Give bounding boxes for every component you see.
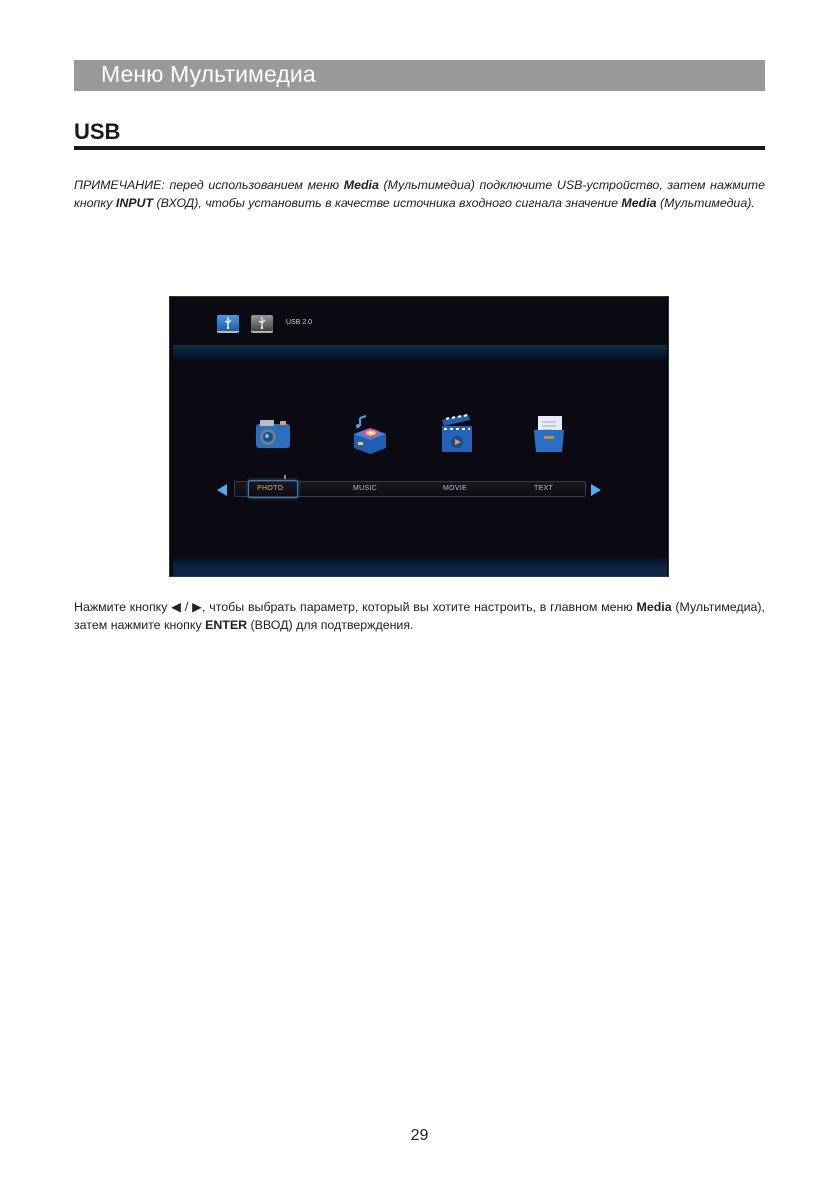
- note-bold-media: Media: [343, 178, 379, 192]
- usb-version-label: USB 2.0: [286, 319, 313, 326]
- section-header-title: Меню Мультимедиа: [101, 61, 316, 87]
- tv-screen-screenshot: [169, 296, 669, 577]
- menu-item-movie[interactable]: MOVIE: [443, 485, 468, 492]
- note-text: ПРИМЕЧАНИЕ: перед использованием меню: [74, 178, 344, 192]
- instruction-text: Нажмите кнопку ◀ / ▶, чтобы выбрать параметр, который вы хотите настроить, в главном меню: [74, 600, 637, 614]
- note-bold-input: INPUT: [115, 195, 154, 210]
- note-paragraph: [74, 177, 765, 212]
- menu-left-arrow[interactable]: [217, 484, 227, 496]
- page-number: 29: [410, 1127, 429, 1144]
- music-player-icon[interactable]: [346, 412, 392, 458]
- instruction-bold-enter: ENTER: [205, 617, 248, 632]
- camera-icon[interactable]: [250, 412, 296, 458]
- instruction-text: (Мультимедиа), затем нажмите кнопку: [74, 600, 765, 632]
- note-text: (Мультимедиа) подключите USB-устройство, затем нажмите кнопку: [74, 178, 765, 210]
- clapperboard-icon[interactable]: [434, 412, 480, 458]
- bottom-band: [173, 557, 667, 577]
- instruction-bold-media: Media: [636, 600, 672, 614]
- media-menu-bar: [234, 481, 586, 497]
- note-text: (ВХОД), чтобы установить в качестве источника входного сигнала значение: [153, 195, 622, 210]
- menu-item-music[interactable]: MUSIC: [353, 485, 378, 492]
- page-heading: USB: [74, 119, 121, 144]
- heading-divider: [74, 146, 765, 150]
- menu-item-photo[interactable]: PHOTO: [257, 485, 284, 492]
- section-header-bar: [74, 60, 765, 91]
- usb-drive-icon-active[interactable]: [217, 315, 239, 331]
- menu-item-text[interactable]: TEXT: [534, 485, 554, 492]
- usb-drive-icon-inactive[interactable]: [251, 315, 273, 331]
- note-bold-media: Media: [621, 195, 657, 210]
- instruction-text: (ВВОД) для подтверждения.: [247, 617, 414, 632]
- menu-right-arrow[interactable]: [591, 484, 601, 496]
- note-text: (Мультимедиа).: [656, 195, 755, 210]
- instruction-paragraph: [74, 599, 765, 634]
- document-folder-icon[interactable]: [526, 412, 572, 458]
- top-band: [173, 345, 667, 361]
